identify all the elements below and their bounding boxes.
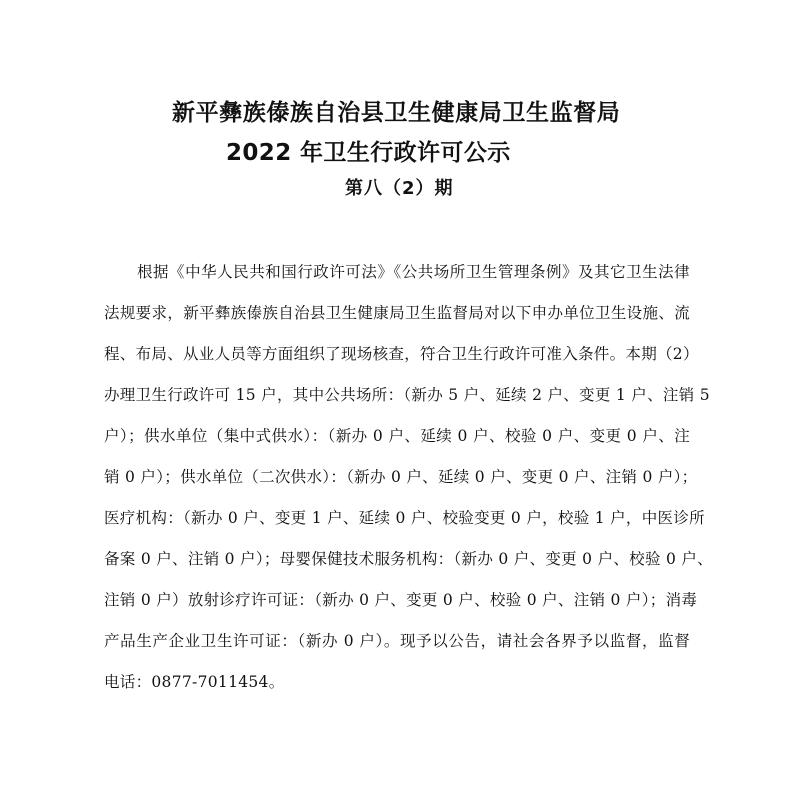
body-line: 销 0 户）；供水单位（二次供水）：（新办 0 户、延续 0 户、变更 0 户、注销 0 户）； bbox=[104, 468, 698, 486]
body-line: 备案 0 户、注销 0 户）；母婴保健技术服务机构：（新办 0 户、变更 0 户、校验 0 户、 bbox=[104, 550, 713, 568]
body-line: 产品生产企业卫生许可证：（新办 0 户）。现予以公告，请社会各界予以监督，监督 bbox=[104, 632, 690, 650]
body-line: 程、布局、从业人员等方面组织了现场核查，符合卫生行政许可准入条件。本期（2） bbox=[104, 345, 699, 363]
body-line-phone: 电话：0877-7011454。 bbox=[104, 673, 285, 691]
body-line: 法规要求，新平彝族傣族自治县卫生健康局卫生监督局对以下申办单位卫生设施、流 bbox=[104, 304, 690, 322]
body-line: 办理卫生行政许可 15 户，其中公共场所：（新办 5 户、延续 2 户、变更 1 户、注销 5 bbox=[104, 386, 710, 404]
body-line: 户）；供水单位（集中式供水）：（新办 0 户、延续 0 户、校验 0 户、变更 0 户、注 bbox=[104, 427, 690, 445]
body-line: 根据《中华人民共和国行政许可法》《公共场所卫生管理条例》及其它卫生法律 bbox=[137, 263, 690, 281]
body-line: 医疗机构：（新办 0 户、变更 1 户、延续 0 户、校验变更 0 户，校验 1 户，中医诊所 bbox=[104, 509, 705, 527]
notice-title-line1: 新平彝族傣族自治县卫生健康局卫生监督局 bbox=[172, 100, 621, 126]
notice-issue-number: 第八（2）期 bbox=[345, 178, 454, 199]
body-line: 注销 0 户）放射诊疗许可证：（新办 0 户、变更 0 户、校验 0 户、注销 0 户）；消毒 bbox=[104, 591, 698, 609]
notice-title-line2: 2022 年卫生行政许可公示 bbox=[226, 140, 511, 166]
